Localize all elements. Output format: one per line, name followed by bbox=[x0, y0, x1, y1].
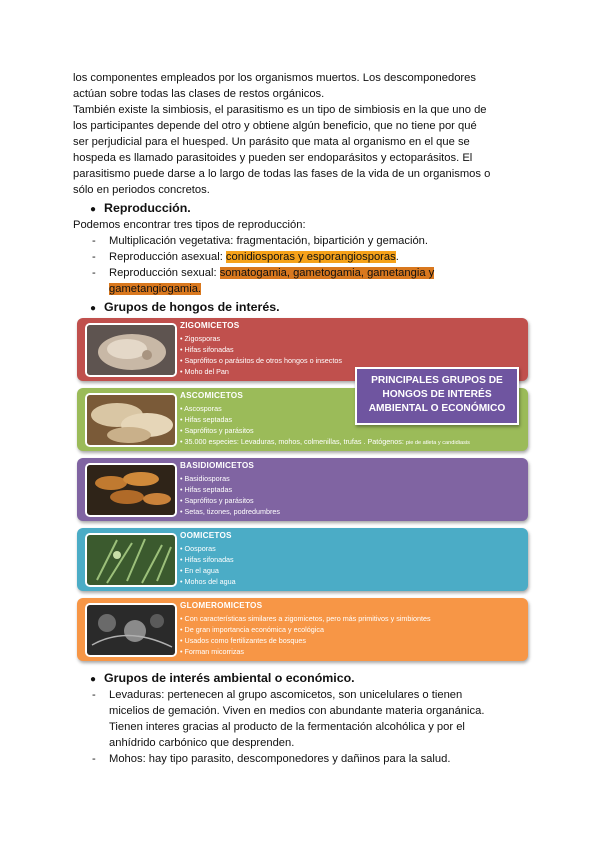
card-title: ZIGOMICETOS bbox=[180, 321, 240, 330]
reproduction-intro: Podemos encontrar tres tipos de reproducción: bbox=[73, 219, 306, 231]
card-title: GLOMEROMICETOS bbox=[180, 601, 263, 610]
card-item: • Con características similares a zigomicetos, pero más primitivos y simbiontes bbox=[180, 614, 431, 623]
bullet-icon: ● bbox=[90, 303, 97, 314]
card-item: • Saprófitos o parásitos de otros hongos o insectos bbox=[180, 356, 342, 365]
card-item: • Moho del Pan bbox=[180, 367, 229, 376]
card-item: • 35.000 especies: Levaduras, mohos, colmenillas, trufas . Patógenos: pie de atleta y candidiasis bbox=[180, 437, 470, 446]
list-item: - Levaduras: pertenecen al grupo ascomicetos, son unicelulares o tienen bbox=[92, 688, 109, 704]
card-glomeromicetos bbox=[77, 598, 528, 661]
card-item: • Zigosporas bbox=[180, 334, 221, 343]
figure-title-callout: PRINCIPALES GRUPOS DE HONGOS DE INTERÉS AMBIENTAL O ECONÓMICO bbox=[355, 367, 519, 425]
paragraph-line: También existe la simbiosis, el parasitismo es un tipo de simbiosis en la que uno de bbox=[73, 104, 487, 116]
list-item: - Reproducción sexual: somatogamia, gametogamia, gametangia y bbox=[92, 266, 109, 282]
list-item-continuation: anhídrido carbónico que desprenden. bbox=[109, 737, 295, 749]
dash-icon: - bbox=[92, 235, 96, 247]
card-basidiomicetos bbox=[77, 458, 528, 521]
paragraph-line: sólo en periodos concretos. bbox=[73, 184, 210, 196]
list-item: - Mohos: hay tipo parasito, descomponedores y dañinos para la salud. bbox=[92, 752, 109, 768]
paragraph-line: los participantes depende del otro y obtiene algún beneficio, que no tiene por qué bbox=[73, 120, 477, 132]
list-item-continuation: Tienen interes gracias al producto de la fermentación alcohólica y por el bbox=[109, 721, 465, 733]
card-title: OOMICETOS bbox=[180, 531, 232, 540]
bullet-icon: ● bbox=[90, 204, 97, 215]
bullet-icon: ● bbox=[90, 674, 97, 685]
card-item: • Basidiosporas bbox=[180, 474, 230, 483]
section-heading-grupos-interes: ● Grupos de interés ambiental o económico. bbox=[90, 670, 355, 688]
fungus-photo bbox=[85, 393, 177, 447]
paragraph-line: actúan sobre todas las clases de restos orgánicos. bbox=[73, 88, 325, 100]
card-oomicetos bbox=[77, 528, 528, 591]
card-item: • Forman micorrizas bbox=[180, 647, 245, 656]
list-item: - Multiplicación vegetativa: fragmentación, bipartición y gemación. bbox=[92, 234, 109, 250]
card-title: ASCOMICETOS bbox=[180, 391, 244, 400]
list-item-continuation: micelios de gemación. Viven en medios con abundante materia organánica. bbox=[109, 705, 485, 717]
dash-icon: - bbox=[92, 267, 96, 279]
section-heading-reproduccion: ● Reproducción. bbox=[90, 200, 191, 218]
card-item: • Ascosporas bbox=[180, 404, 222, 413]
fungus-photo bbox=[85, 603, 177, 657]
dash-icon: - bbox=[92, 753, 96, 765]
fungi-groups-figure bbox=[73, 315, 531, 665]
card-item: • Hifas sifonadas bbox=[180, 345, 234, 354]
paragraph-line: hospeda es llamado parasitoides y pueden ser endoparásitos y ectoparásitos. El bbox=[73, 152, 473, 164]
paragraph-line: los componentes empleados por los organismos muertos. Los descomponedores bbox=[73, 72, 476, 84]
card-item: • Saprófitos y parásitos bbox=[180, 496, 254, 505]
card-item: • Hifas septadas bbox=[180, 415, 233, 424]
card-item: • En el agua bbox=[180, 566, 219, 575]
highlighted-text: conidiosporas y esporangiosporas bbox=[225, 251, 396, 263]
highlighted-text: somatogamia, gametogamia, gametangia y bbox=[219, 267, 435, 279]
card-item: • Hifas septadas bbox=[180, 485, 233, 494]
dash-icon: - bbox=[92, 251, 96, 263]
fungus-photo bbox=[85, 533, 177, 587]
card-item: • Hifas sifonadas bbox=[180, 555, 234, 564]
card-item: • Saprófitos y parásitos bbox=[180, 426, 254, 435]
paragraph-line: parasitismo puede darse a lo largo de todas las fases de la vida de un organismos o bbox=[73, 168, 491, 180]
card-item: • Mohos del agua bbox=[180, 577, 236, 586]
card-item: • Usados como fertilizantes de bosques bbox=[180, 636, 306, 645]
card-item: • Oosporas bbox=[180, 544, 216, 553]
list-item: - Reproducción asexual: conidiosporas y esporangiosporas. bbox=[92, 250, 109, 266]
card-item: • De gran importancia económica y ecológica bbox=[180, 625, 324, 634]
list-item-continuation: gametangiogamia. bbox=[109, 283, 202, 295]
dash-icon: - bbox=[92, 689, 96, 701]
card-item: • Setas, tizones, podredumbres bbox=[180, 507, 281, 516]
card-title: BASIDIOMICETOS bbox=[180, 461, 255, 470]
section-heading-grupos-hongos: ● Grupos de hongos de interés. bbox=[90, 299, 280, 317]
fungus-photo bbox=[85, 323, 177, 377]
fungus-photo bbox=[85, 463, 177, 517]
paragraph-line: ser perjudicial para el huesped. Un parásito que mata al organismo en el que se bbox=[73, 136, 470, 148]
